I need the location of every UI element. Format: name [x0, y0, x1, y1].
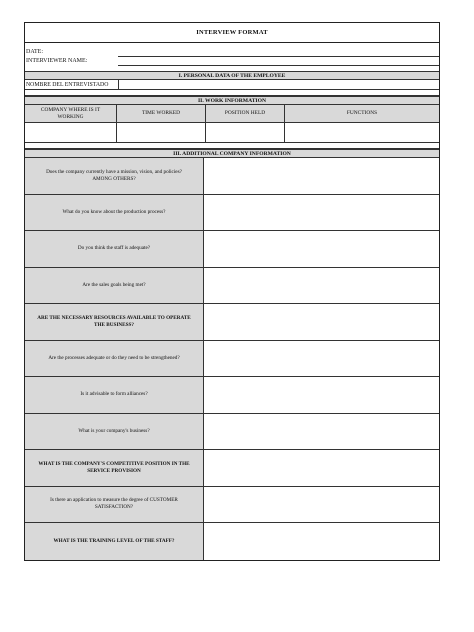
column-time-worked: TIME WORKED — [117, 105, 206, 122]
interview-form — [24, 22, 440, 561]
interviewee-row — [25, 80, 439, 90]
question-label: What is your company's business? — [25, 414, 204, 450]
answer-cell[interactable] — [204, 268, 439, 304]
question-row — [25, 414, 439, 451]
question-row — [25, 304, 439, 341]
question-label: Does the company currently have a mission, vision, and policies? AMONG OTHERS? — [25, 158, 204, 194]
question-row — [25, 268, 439, 305]
interviewer-field[interactable] — [118, 57, 439, 66]
column-functions: FUNCTIONS — [346, 110, 378, 116]
section-additional-info: III. ADDITIONAL COMPANY INFORMATION — [25, 149, 439, 158]
work-table-header — [25, 105, 439, 123]
answer-cell[interactable] — [204, 304, 439, 340]
question-label: Are the sales goals being met? — [25, 268, 204, 304]
question-label: WHAT IS THE COMPANY'S COMPETITIVE POSITION IN THE SERVICE PROVISION — [25, 450, 204, 486]
form-title: INTERVIEW FORMAT — [25, 23, 439, 43]
functions-cell[interactable] — [285, 123, 439, 142]
question-row — [25, 341, 439, 378]
question-label: Is there an application to measure the degree of CUSTOMER SATISFACTION? — [25, 487, 204, 523]
date-row — [25, 48, 439, 57]
interviewee-field[interactable] — [119, 80, 439, 89]
answer-cell[interactable] — [204, 341, 439, 377]
question-row — [25, 158, 439, 195]
question-label: ARE THE NECESSARY RESOURCES AVAILABLE TO OPERATE THE BUSINESS? — [25, 304, 204, 340]
question-label: What do you know about the production process? — [25, 195, 204, 231]
answer-cell[interactable] — [204, 523, 439, 560]
answer-cell[interactable] — [204, 450, 439, 486]
question-row — [25, 523, 439, 560]
question-row — [25, 487, 439, 524]
answer-cell[interactable] — [204, 231, 439, 267]
interviewer-row — [25, 57, 439, 66]
work-table-row — [25, 123, 439, 143]
answer-cell[interactable] — [204, 414, 439, 450]
question-label: Are the processes adequate or do they need to be strengthened? — [25, 341, 204, 377]
answer-cell[interactable] — [204, 195, 439, 231]
column-company: COMPANY WHERE IS IT WORKING — [25, 105, 117, 122]
question-label: Do you think the staff is adequate? — [25, 231, 204, 267]
column-position-held: POSITION HELD — [206, 105, 285, 122]
question-row — [25, 231, 439, 268]
date-field[interactable] — [118, 48, 439, 57]
answer-cell[interactable] — [204, 487, 439, 523]
question-label: Is it advisable to form alliances? — [25, 377, 204, 413]
date-label: DATE: — [26, 49, 43, 55]
answer-cell[interactable] — [204, 377, 439, 413]
interviewee-label: NOMBRE DEL ENTREVISTADO — [25, 80, 119, 89]
section-work-information: II. WORK INFORMATION — [25, 96, 439, 105]
question-row — [25, 195, 439, 232]
answer-cell[interactable] — [204, 158, 439, 194]
interviewer-label: INTERVIEWER NAME: — [26, 58, 88, 64]
question-row — [25, 377, 439, 414]
question-label: WHAT IS THE TRAINING LEVEL OF THE STAFF? — [25, 523, 204, 560]
company-cell[interactable] — [25, 123, 117, 142]
position-held-cell[interactable] — [206, 123, 285, 142]
section-personal-data: I. PERSONAL DATA OF THE EMPLOYEE — [25, 71, 439, 80]
time-worked-cell[interactable] — [117, 123, 206, 142]
question-row — [25, 450, 439, 487]
